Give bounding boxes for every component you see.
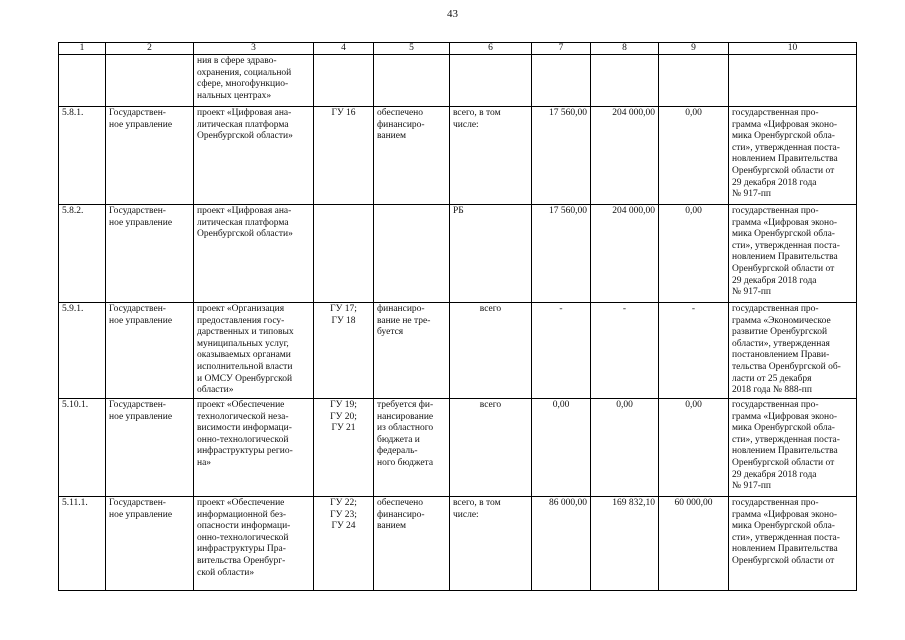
program-cell: государственная про- грамма «Цифровая эконо- мика Оренбургской обла- сти», утвержденная поста- новлением Правительства Оренбургской области от bbox=[729, 497, 857, 591]
amount-cell: 60 000,00 bbox=[659, 497, 729, 591]
program-cell: государственная про- грамма «Цифровая эконо- мика Оренбургской обла- сти», утвержденная поста- новлением Правительства Оренбургской области от 29 декабря 2018 года № 917-пп bbox=[729, 205, 857, 303]
column-number: 1 bbox=[59, 43, 106, 55]
amount-cell: - bbox=[532, 303, 591, 399]
program-cell: государственная про- грамма «Экономическое развитие Оренбургской области», утвержденная постановлением Прави- тельства Оренбургской об- ласти от 25 декабря 2018 года № 888-пп bbox=[729, 303, 857, 399]
amount-cell: - bbox=[659, 303, 729, 399]
sphere-cell: Государствен- ное управление bbox=[106, 497, 194, 591]
amount-cell: 204 000,00 bbox=[591, 107, 659, 205]
column-number: 9 bbox=[659, 43, 729, 55]
gu-cell bbox=[314, 55, 374, 107]
sphere-cell: Государствен- ное управление bbox=[106, 205, 194, 303]
gu-cell: ГУ 22; ГУ 23; ГУ 24 bbox=[314, 497, 374, 591]
table-row bbox=[59, 205, 857, 303]
page-number: 43 bbox=[447, 8, 458, 20]
row-number: 5.8.1. bbox=[59, 107, 106, 205]
table-row bbox=[59, 399, 857, 497]
column-number: 4 bbox=[314, 43, 374, 55]
amount-cell: 0,00 bbox=[591, 399, 659, 497]
source-cell: всего, в том числе: bbox=[450, 497, 532, 591]
sphere-cell bbox=[106, 55, 194, 107]
table-row bbox=[59, 107, 857, 205]
financing-status-cell: требуется фи- нансирование из областного бюджета и федераль- ного бюджета bbox=[374, 399, 450, 497]
financing-status-cell: обеспечено финансиро- ванием bbox=[374, 497, 450, 591]
amount-cell: 86 000,00 bbox=[532, 497, 591, 591]
gu-cell: ГУ 19; ГУ 20; ГУ 21 bbox=[314, 399, 374, 497]
table-row bbox=[59, 497, 857, 591]
column-number: 3 bbox=[194, 43, 314, 55]
amount-cell: - bbox=[591, 303, 659, 399]
program-cell bbox=[729, 55, 857, 107]
project-cell: ния в сфере здраво- охранения, социальной сфере, многофункцио- нальных центрах» bbox=[194, 55, 314, 107]
gu-cell: ГУ 17; ГУ 18 bbox=[314, 303, 374, 399]
column-number: 5 bbox=[374, 43, 450, 55]
column-number: 7 bbox=[532, 43, 591, 55]
row-number: 5.8.2. bbox=[59, 205, 106, 303]
sphere-cell: Государствен- ное управление bbox=[106, 107, 194, 205]
table-row bbox=[59, 303, 857, 399]
gu-cell bbox=[314, 205, 374, 303]
amount-cell bbox=[591, 55, 659, 107]
column-number-row bbox=[59, 43, 857, 55]
program-cell: государственная про- грамма «Цифровая эконо- мика Оренбургской обла- сти», утвержденная поста- новлением Правительства Оренбургской области от 29 декабря 2018 года № 917-пп bbox=[729, 399, 857, 497]
row-number: 5.11.1. bbox=[59, 497, 106, 591]
column-number: 2 bbox=[106, 43, 194, 55]
amount-cell: 17 560,00 bbox=[532, 107, 591, 205]
row-number bbox=[59, 55, 106, 107]
source-cell: всего bbox=[450, 399, 532, 497]
program-table bbox=[58, 42, 857, 591]
amount-cell: 204 000,00 bbox=[591, 205, 659, 303]
financing-status-cell: финансиро- вание не тре- буется bbox=[374, 303, 450, 399]
amount-cell bbox=[659, 55, 729, 107]
program-cell: государственная про- грамма «Цифровая эконо- мика Оренбургской обла- сти», утвержденная поста- новлением Правительства Оренбургской области от 29 декабря 2018 года № 917-пп bbox=[729, 107, 857, 205]
project-cell: проект «Обеспечение информационной без- опасности информаци- онно-технологической инфраструктуры Пра- вительства Оренбург- ской области» bbox=[194, 497, 314, 591]
column-number: 6 bbox=[450, 43, 532, 55]
amount-cell: 0,00 bbox=[659, 107, 729, 205]
project-cell: проект «Обеспечение технологической неза- висимости информаци- онно-технологической инфраструктуры регио- на» bbox=[194, 399, 314, 497]
column-number: 10 bbox=[729, 43, 857, 55]
source-cell: всего, в том числе: bbox=[450, 107, 532, 205]
amount-cell: 169 832,10 bbox=[591, 497, 659, 591]
project-cell: проект «Цифровая ана- литическая платформа Оренбургской области» bbox=[194, 205, 314, 303]
amount-cell bbox=[532, 55, 591, 107]
source-cell: РБ bbox=[450, 205, 532, 303]
amount-cell: 17 560,00 bbox=[532, 205, 591, 303]
financing-status-cell: обеспечено финансиро- ванием bbox=[374, 107, 450, 205]
column-number: 8 bbox=[591, 43, 659, 55]
financing-status-cell bbox=[374, 205, 450, 303]
sphere-cell: Государствен- ное управление bbox=[106, 303, 194, 399]
row-number: 5.9.1. bbox=[59, 303, 106, 399]
amount-cell: 0,00 bbox=[532, 399, 591, 497]
amount-cell: 0,00 bbox=[659, 205, 729, 303]
source-cell: всего bbox=[450, 303, 532, 399]
gu-cell: ГУ 16 bbox=[314, 107, 374, 205]
table-row bbox=[59, 55, 857, 107]
sphere-cell: Государствен- ное управление bbox=[106, 399, 194, 497]
project-cell: проект «Цифровая ана- литическая платформа Оренбургской области» bbox=[194, 107, 314, 205]
amount-cell: 0,00 bbox=[659, 399, 729, 497]
project-cell: проект «Организация предоставления госу- дарственных и типовых муниципальных услуг, оказываемых органами исполнительной власти и ОМСУ Оренбургской области» bbox=[194, 303, 314, 399]
source-cell bbox=[450, 55, 532, 107]
financing-status-cell bbox=[374, 55, 450, 107]
row-number: 5.10.1. bbox=[59, 399, 106, 497]
